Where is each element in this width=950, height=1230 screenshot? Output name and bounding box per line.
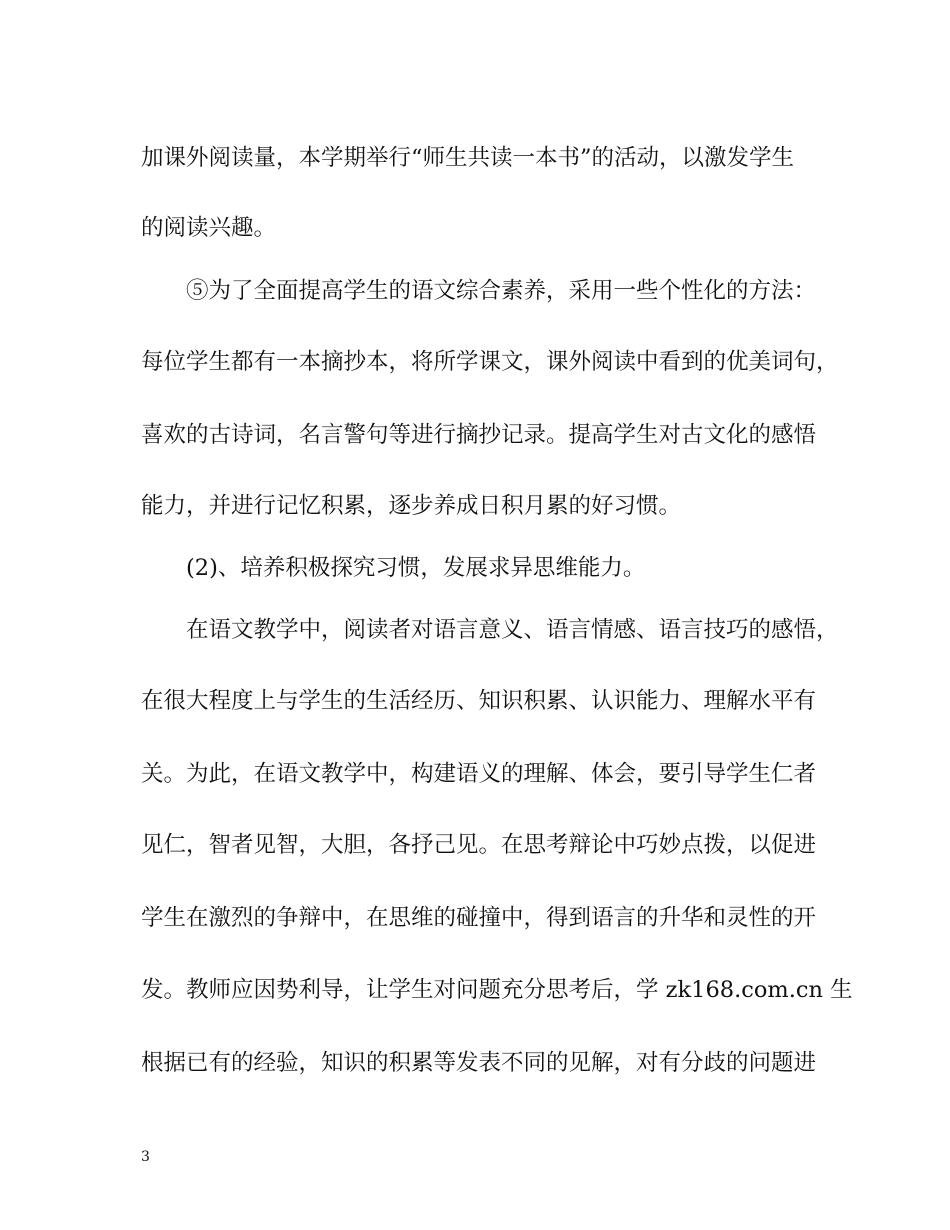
text-line-14: 根据已有的经验，知识的积累等发表不同的见解，对有分歧的问题进	[141, 1050, 817, 1076]
text-line-11: 见仁，智者见智，大胆，各抒己见。在思考辩论中巧妙点拨，以促进	[141, 832, 817, 858]
text-line-10: 关。为此，在语文教学中，构建语义的理解、体会，要引导学生仁者	[141, 761, 817, 787]
page-number: 3	[141, 1149, 150, 1165]
text-line-9: 在很大程度上与学生的生活经历、知识积累、认识能力、理解水平有	[141, 688, 817, 714]
text-line-5: 喜欢的古诗词，名言警句等进行摘抄记录。提高学生对古文化的感悟	[141, 422, 817, 448]
text-line-12: 学生在激烈的争辩中，在思维的碰撞中，得到语言的升华和灵性的开	[141, 905, 817, 931]
text-line-7-subheading: (2)、培养积极探究习惯，发展求异思维能力。	[186, 555, 646, 581]
text-line-13: 发。教师应因势利导，让学生对问题充分思考后，学 zk168.com.cn 生	[141, 977, 853, 1003]
text-line-3: ⑤为了全面提高学生的语文综合素养，采用一些个性化的方法：	[186, 278, 817, 304]
text-line-4: 每位学生都有一本摘抄本，将所学课文，课外阅读中看到的优美词句，	[141, 349, 839, 375]
text-line-8: 在语文教学中，阅读者对语言意义、语言情感、语言技巧的感悟，	[186, 617, 839, 643]
text-line-6: 能力，并进行记忆积累，逐步养成日积月累的好习惯。	[141, 493, 682, 519]
text-line-2: 的阅读兴趣。	[141, 215, 277, 241]
text-line-1: 加课外阅读量，本学期举行“师生共读一本书”的活动，以激发学生	[141, 145, 795, 171]
